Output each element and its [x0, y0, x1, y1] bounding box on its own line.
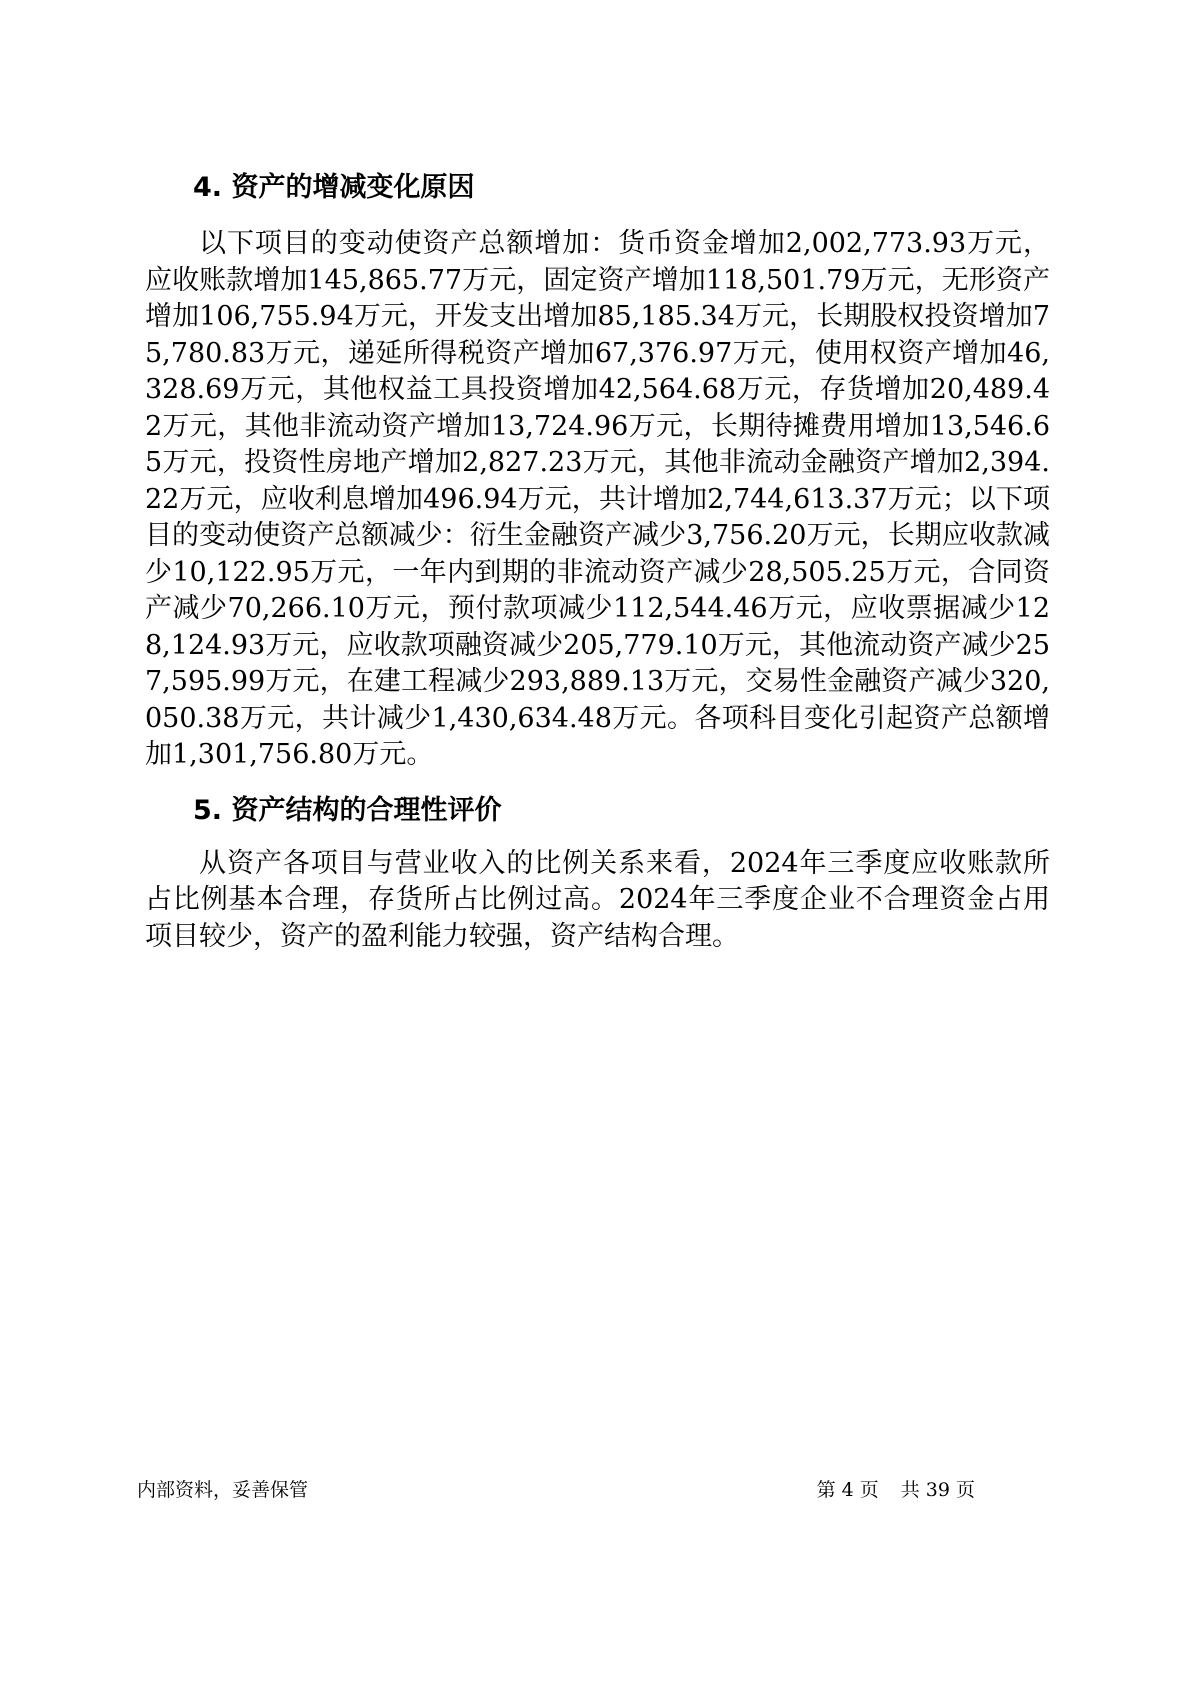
footer-current-page: 第 4 页	[816, 1479, 879, 1501]
footer-confidential-note: 内部资料，妥善保管	[137, 1479, 309, 1501]
section-heading-asset-change-reasons: 4. 资产的增减变化原因	[193, 172, 475, 203]
paragraph-asset-change-details: 以下项目的变动使资产总额增加：货币资金增加2,002,773.93万元，应收账款增加145,865.77万元，固定资产增加118,501.79万元，无形资产增加106,755.94万元，开发支出增加85,185.34万元，长期股权投资增加75,780.83万元，递延所得税资产增加67,376.97万元，使用权资产增加46,328.69万元，其他权益工具投资增加42,564.68万元，存货增加20,489.42万元，其他非流动资产增加13,724.96万元，长期待摊费用增加13,546.65万元，投资性房地产增加2,827.23万元，其他非流动金融资产增加2,394.22万元，应收利息增加496.94万元，共计增加2,744,613.37万元；以下项目的变动使资产总额减少：衍生金融资产减少3,756.20万元，长期应收款减少10,122.95万元，一年内到期的非流动资产减少28,505.25万元，合同资产减少70,266.10万元，预付款项减少112,544.46万元，应收票据减少128,124.93万元，应收款项融资减少205,779.10万元，其他流动资产减少257,595.99万元，在建工程减少293,889.13万元，交易性金融资产减少320,050.38万元，共计减少1,430,634.48万元。各项科目变化引起资产总额增加1,301,756.80万元。	[145, 228, 1050, 770]
page-content	[145, 168, 1050, 955]
footer-page-number	[817, 1476, 975, 1504]
section-heading-asset-structure-evaluation: 5. 资产结构的合理性评价	[193, 794, 502, 826]
paragraph-asset-structure-evaluation: 从资产各项目与营业收入的比例关系来看，2024年三季度应收账款所占比例基本合理，存货所占比例过高。2024年三季度企业不合理资金占用项目较少，资产的盈利能力较强，资产结构合理。	[145, 847, 1050, 952]
footer-total-pages: 共 39 页	[900, 1479, 975, 1501]
